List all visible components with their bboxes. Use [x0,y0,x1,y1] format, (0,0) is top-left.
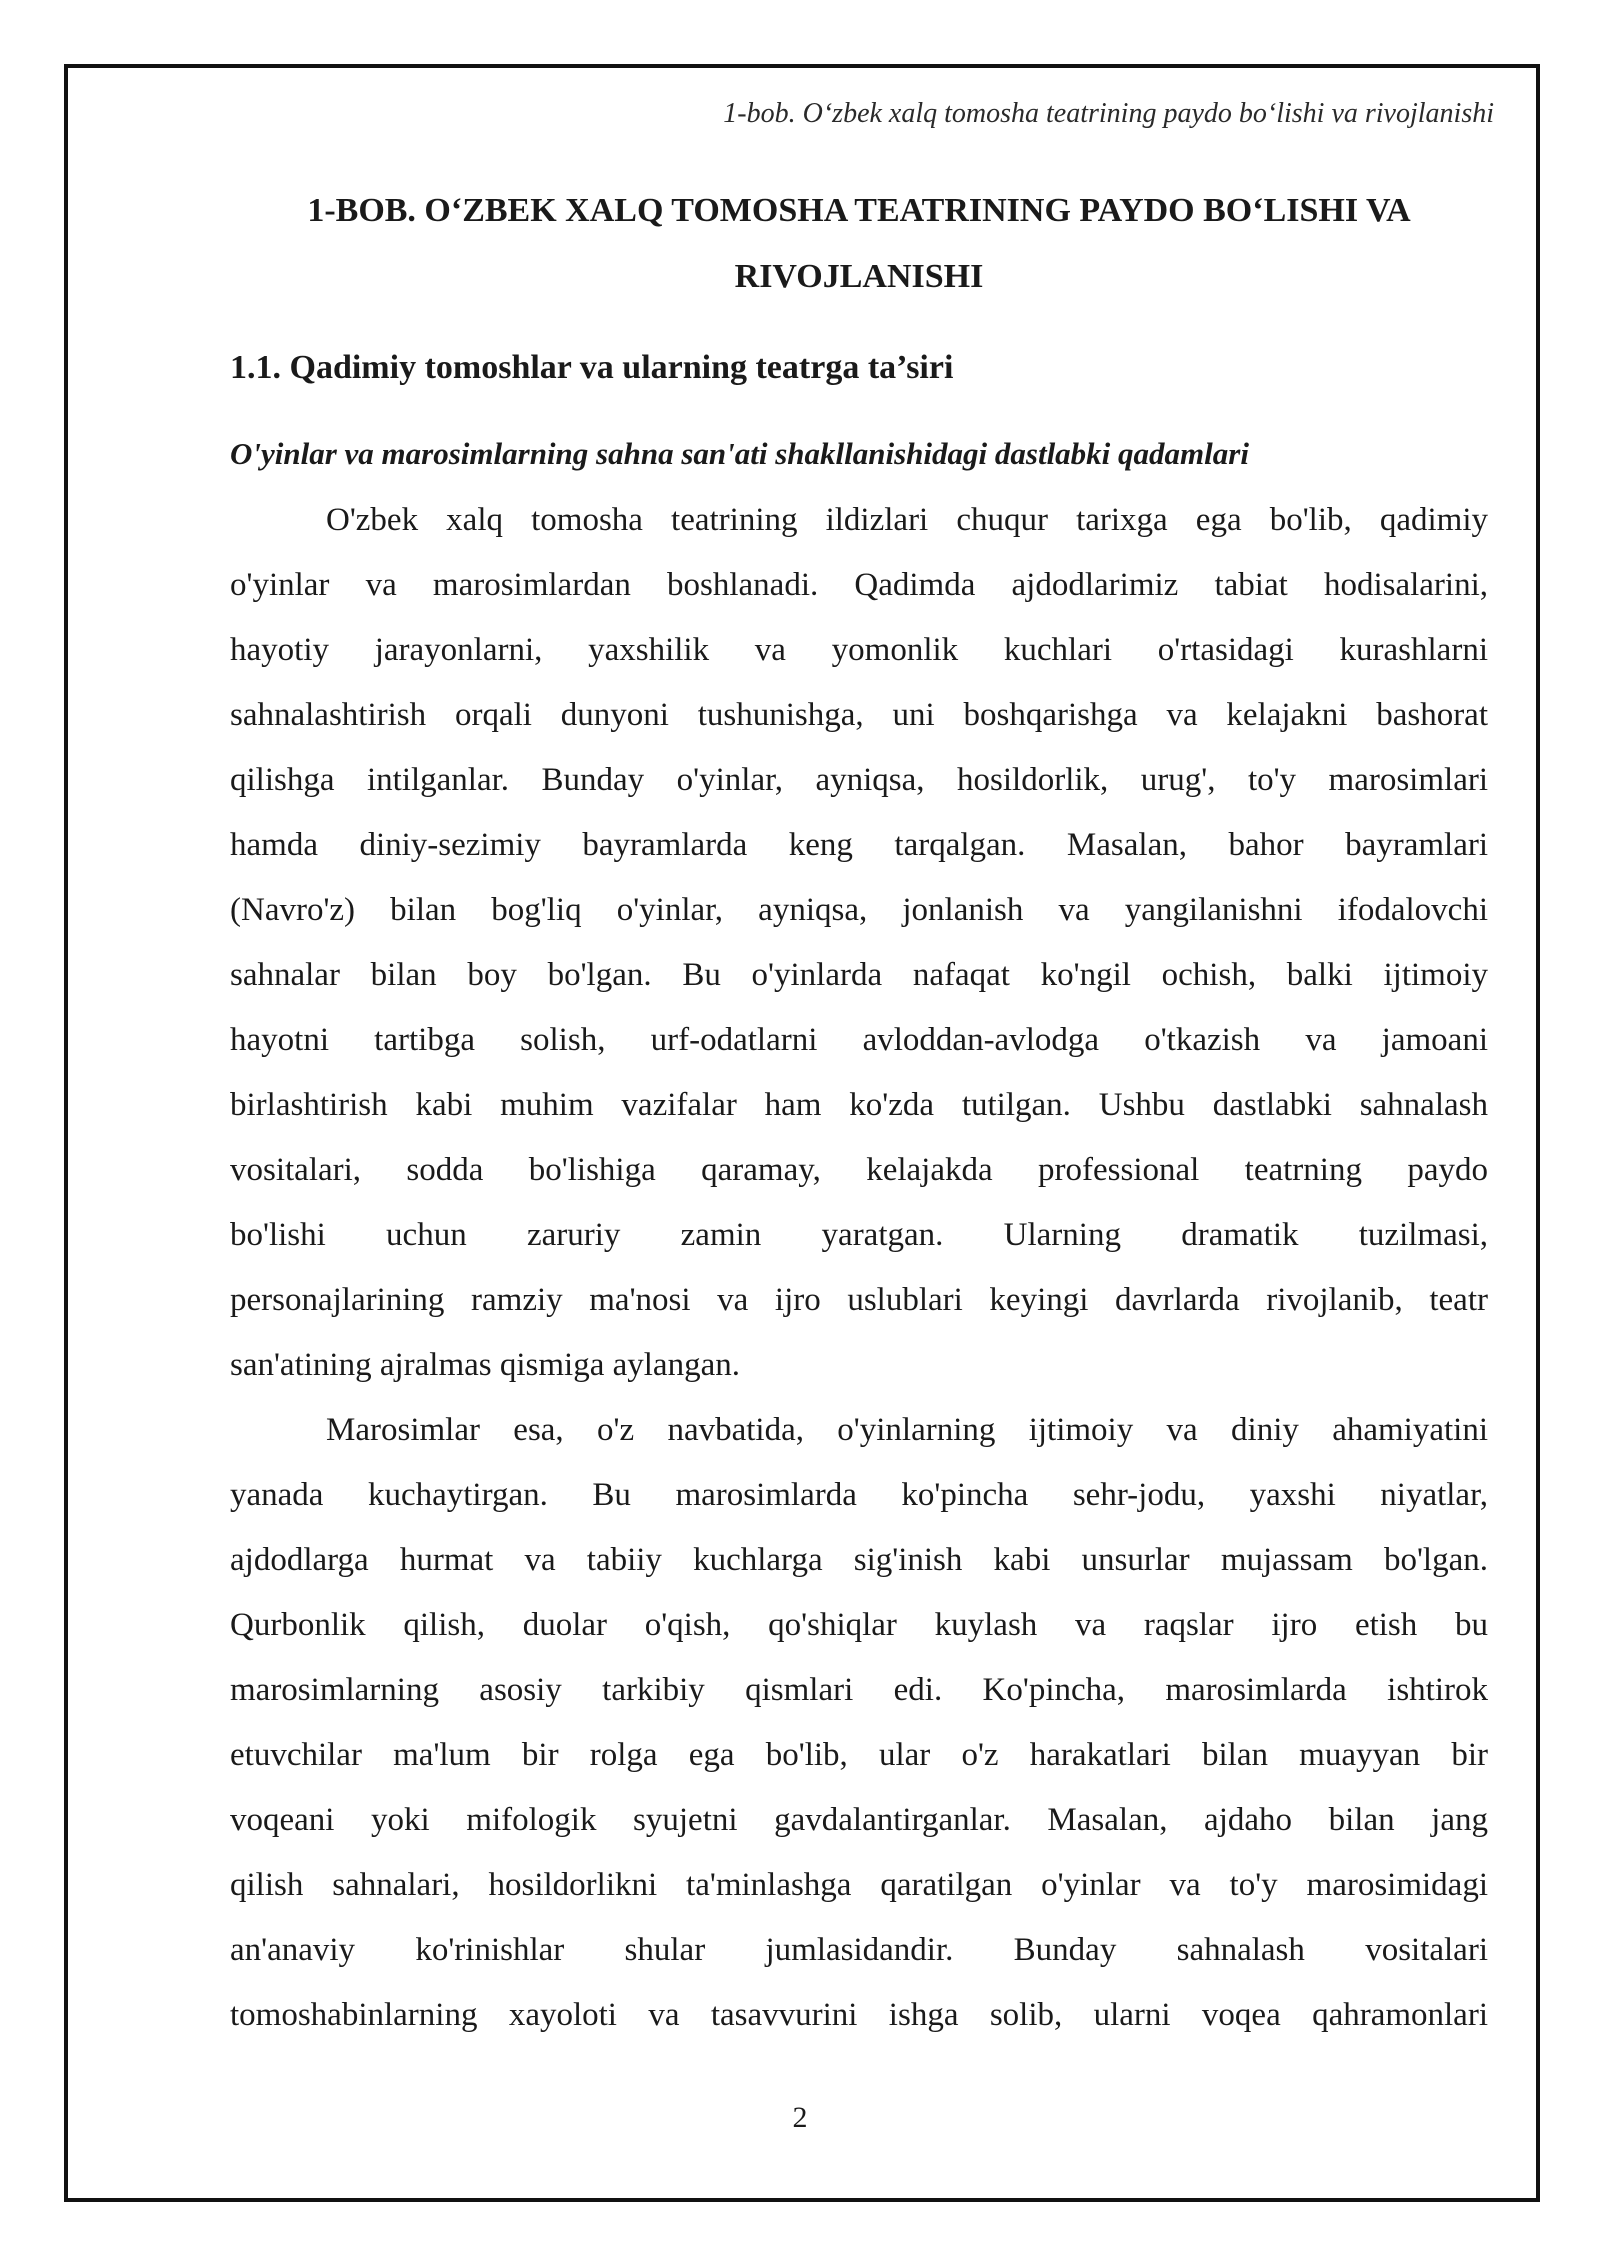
paragraph-line: tomoshabinlarning xayoloti va tasavvurini ishga solib, ularni voqea qahramonlari [230,1997,1488,2033]
running-header: 1-bob. O‘zbek xalq tomosha teatrining paydo bo‘lishi va rivojlanishi [723,98,1494,129]
page-number: 2 [792,2101,808,2134]
paragraph-line: o'yinlar va marosimlardan boshlanadi. Qadimda ajdodlarimiz tabiat hodisalarini, [230,567,1488,603]
body-paragraph [230,1398,1488,2048]
page-content [230,178,1488,2048]
chapter-title-line: 1-BOB. O‘ZBEK XALQ TOMOSHA TEATRINING PAYDO BO‘LISHI VA [307,192,1411,229]
paragraph-line: yanada kuchaytirgan. Bu marosimlarda ko'pincha sehr-jodu, yaxshi niyatlar, [230,1477,1488,1513]
paragraph-line: Marosimlar esa, o'z navbatida, o'yinlarning ijtimoiy va diniy ahamiyatini [326,1412,1488,1448]
paragraph-line: personajlarining ramziy ma'nosi va ijro uslublari keyingi davrlarda rivojlanib, teatr [230,1282,1488,1318]
paragraph-line: marosimlarning asosiy tarkibiy qismlari edi. Ko'pincha, marosimlarda ishtirok [230,1672,1488,1708]
paragraph-line: ajdodlarga hurmat va tabiiy kuchlarga sig'inish kabi unsurlar mujassam bo'lgan. [230,1542,1488,1578]
paragraph-line: bo'lishi uchun zaruriy zamin yaratgan. Ularning dramatik tuzilmasi, [230,1217,1488,1253]
paragraph-line: O'zbek xalq tomosha teatrining ildizlari chuqur tarixga ega bo'lib, qadimiy [326,502,1488,538]
paragraph-line: birlashtirish kabi muhim vazifalar ham ko'zda tutilgan. Ushbu dastlabki sahnalash [230,1087,1488,1123]
paragraph-line: voqeani yoki mifologik syujetni gavdalantirganlar. Masalan, ajdaho bilan jang [230,1802,1488,1838]
chapter-title-line: RIVOJLANISHI [734,258,984,295]
paragraph-line: Qurbonlik qilish, duolar o'qish, qo'shiqlar kuylash va raqslar ijro etish bu [230,1607,1488,1643]
paragraph-line: hayotiy jarayonlarni, yaxshilik va yomonlik kuchlari o'rtasidagi kurashlarni [230,632,1488,668]
paragraph-line: (Navro'z) bilan bog'liq o'yinlar, ayniqsa, jonlanish va yangilanishni ifodalovchi [230,892,1488,928]
paragraph-line: sahnalashtirish orqali dunyoni tushunishga, uni boshqarishga va kelajakni bashorat [230,697,1488,733]
section-title: 1.1. Qadimiy tomoshlar va ularning teatrga ta’siri [230,349,954,386]
paragraph-line: etuvchilar ma'lum bir rolga ega bo'lib, ular o'z harakatlari bilan muayyan bir [230,1737,1488,1773]
paragraph-line: hamda diniy-sezimiy bayramlarda keng tarqalgan. Masalan, bahor bayramlari [230,827,1488,863]
chapter-title [230,178,1488,310]
paragraph-line: san'atining ajralmas qismiga aylangan. [230,1347,740,1383]
paragraph-line: qilish sahnalari, hosildorlikni ta'minlashga qaratilgan o'yinlar va to'y marosimidagi [230,1867,1488,1903]
body-paragraph [230,488,1488,1398]
paragraph-line: qilishga intilganlar. Bunday o'yinlar, ayniqsa, hosildorlik, urug', to'y marosimlari [230,762,1488,798]
paragraph-line: sahnalar bilan boy bo'lgan. Bu o'yinlarda nafaqat ko'ngil ochish, balki ijtimoiy [230,957,1488,993]
paragraph-line: hayotni tartibga solish, urf-odatlarni avloddan-avlodga o'tkazish va jamoani [230,1022,1488,1058]
subsection-title: O'yinlar va marosimlarning sahna san'ati shakllanishidagi dastlabki qadamlari [230,436,1249,471]
paragraph-line: an'anaviy ko'rinishlar shular jumlasidandir. Bunday sahnalash vositalari [230,1932,1488,1968]
paragraph-line: vositalari, sodda bo'lishiga qaramay, kelajakda professional teatrning paydo [230,1152,1488,1188]
